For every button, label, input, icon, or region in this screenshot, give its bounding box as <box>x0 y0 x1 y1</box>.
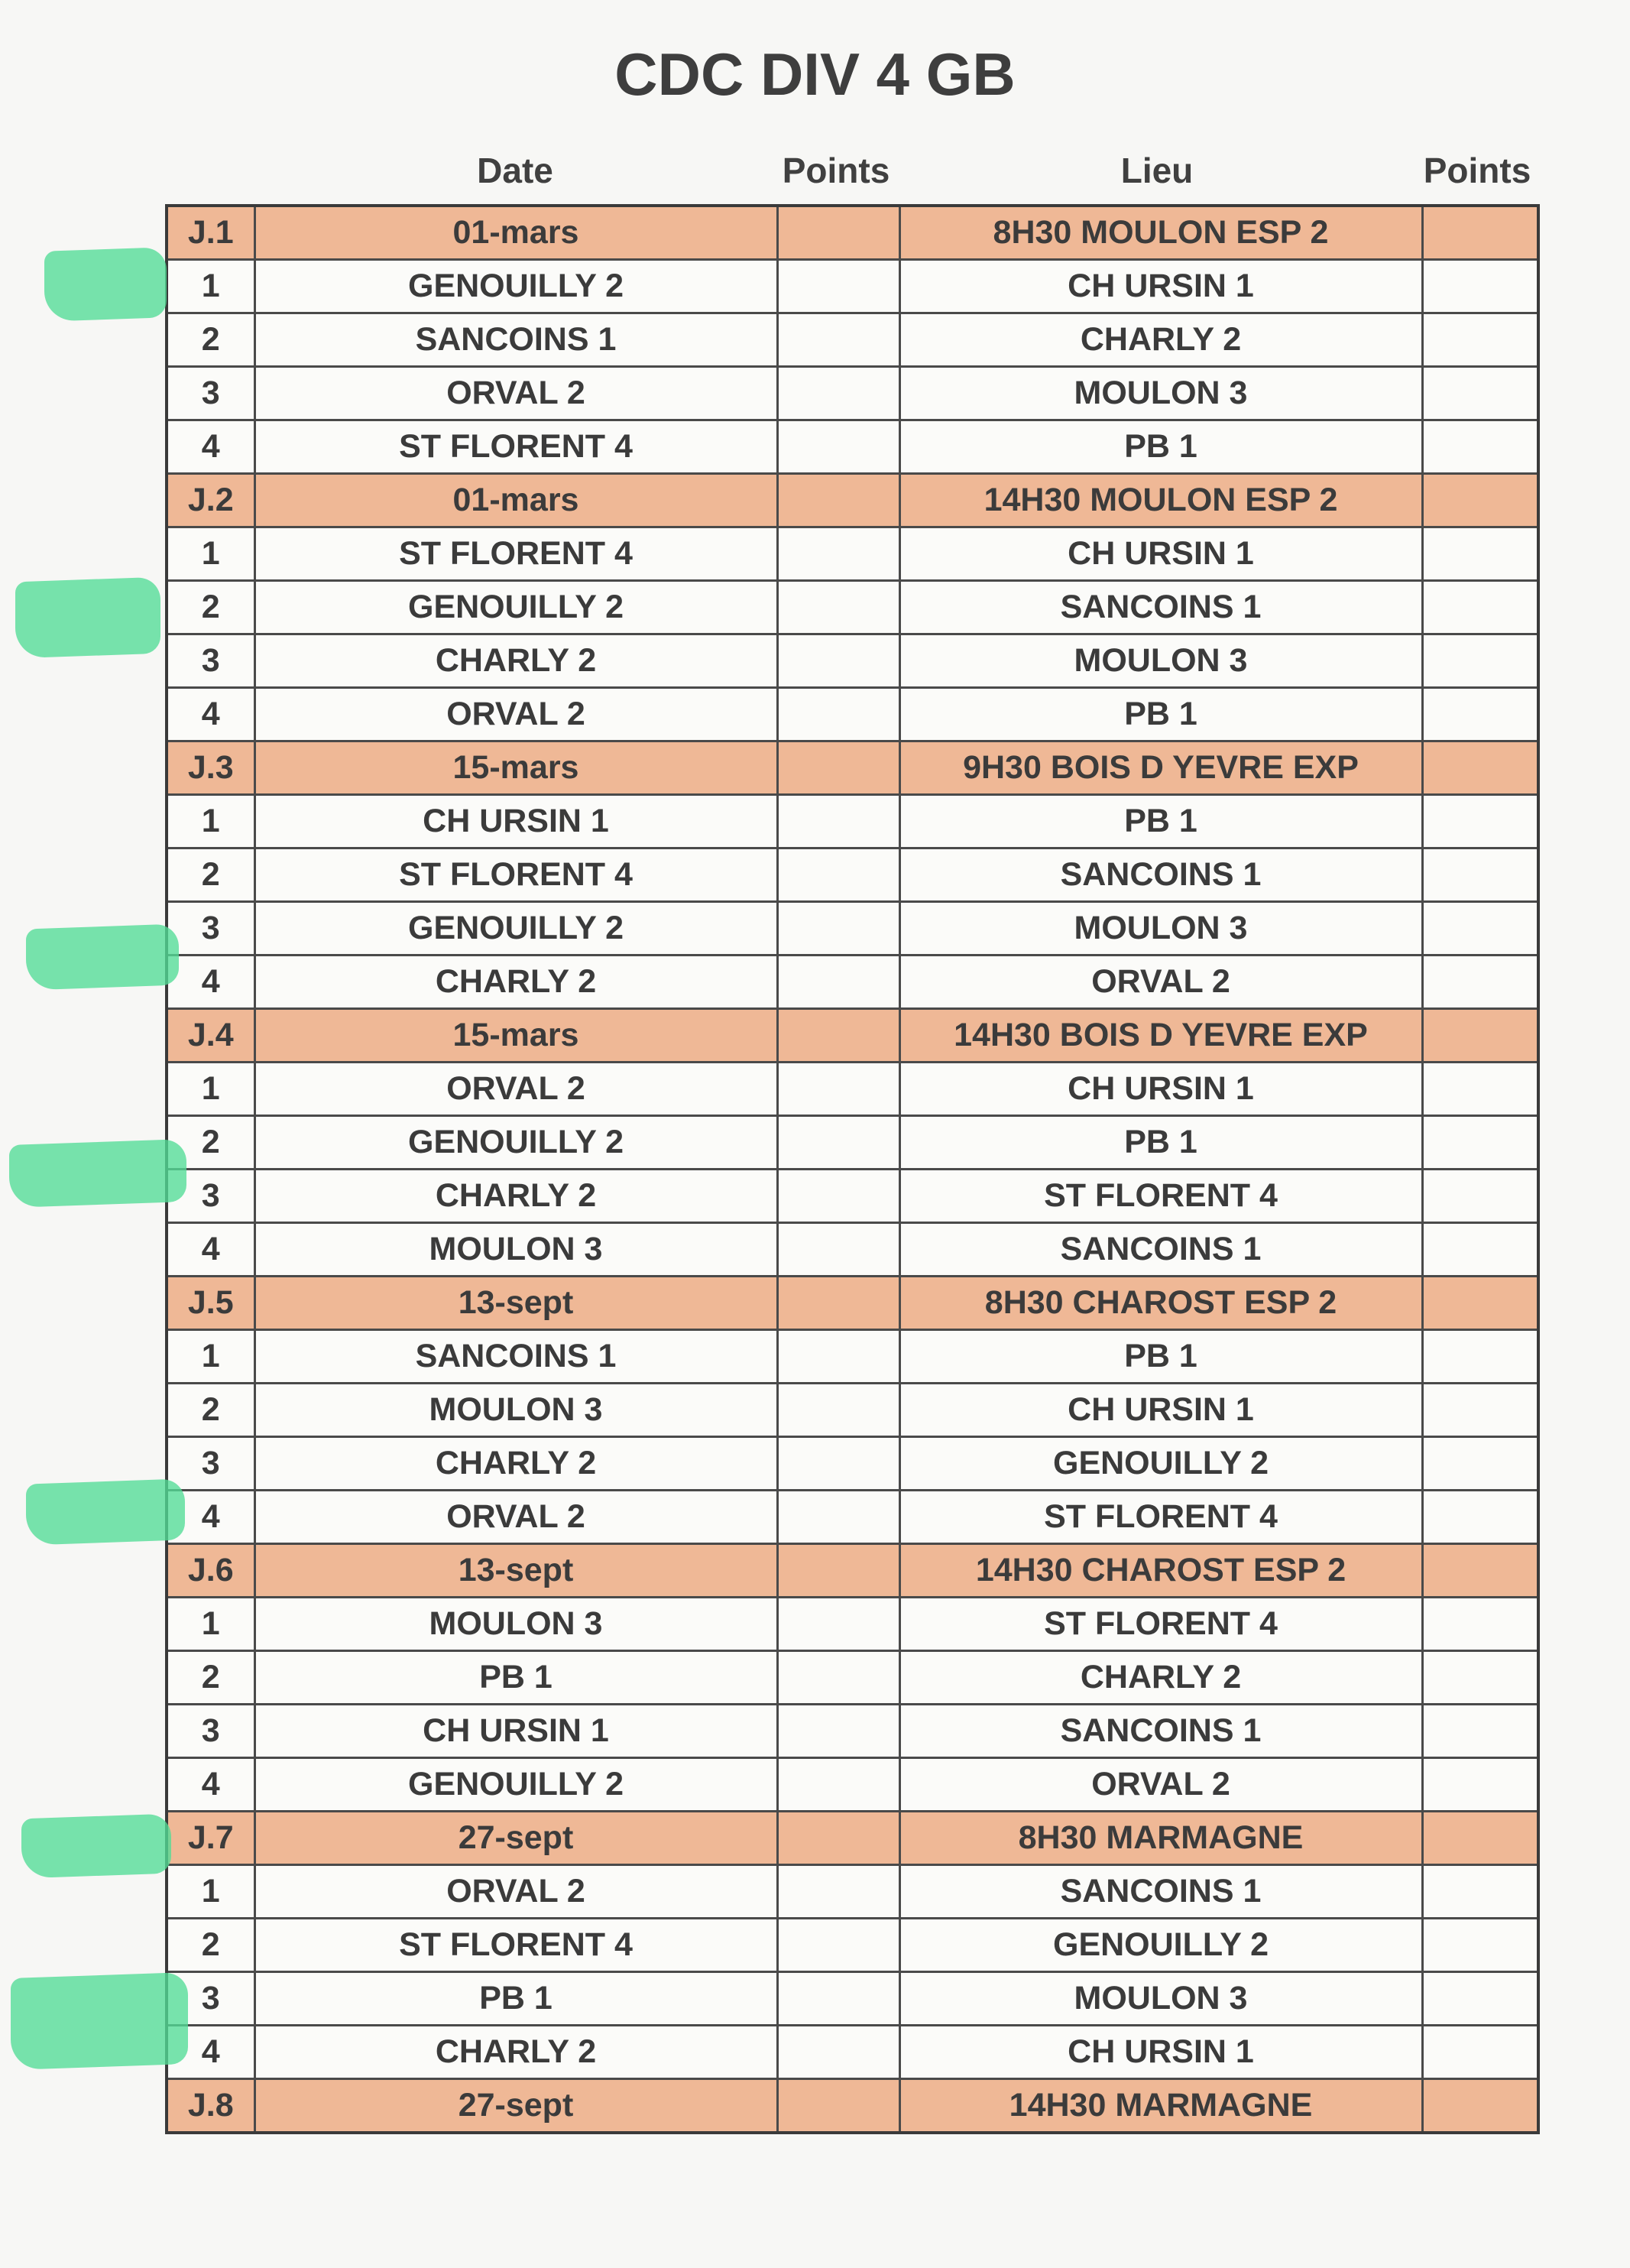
match-number: 4 <box>167 420 254 474</box>
away-points-cell <box>1422 848 1538 902</box>
away-team: CHARLY 2 <box>899 313 1422 367</box>
highlighter-mark <box>15 577 160 659</box>
round-date: 27-sept <box>254 2079 777 2133</box>
home-team: ST FLORENT 4 <box>254 527 777 581</box>
home-points-cell <box>777 1865 899 1919</box>
home-team: CH URSIN 1 <box>254 1705 777 1758</box>
match-row <box>167 848 1538 902</box>
home-team: ORVAL 2 <box>254 367 777 420</box>
match-number: 3 <box>167 1170 254 1223</box>
points-cell <box>777 2079 899 2133</box>
home-points-cell <box>777 1384 899 1437</box>
away-team: CH URSIN 1 <box>899 1063 1422 1116</box>
points-cell <box>1422 1812 1538 1865</box>
home-points-cell <box>777 260 899 313</box>
points-cell <box>1422 1544 1538 1598</box>
away-points-cell <box>1422 260 1538 313</box>
match-number: 3 <box>167 634 254 688</box>
away-team: ST FLORENT 4 <box>899 1170 1422 1223</box>
match-number: 1 <box>167 795 254 848</box>
round-label: J.3 <box>167 741 254 795</box>
home-team: CHARLY 2 <box>254 2026 777 2079</box>
away-points-cell <box>1422 581 1538 634</box>
home-team: CH URSIN 1 <box>254 795 777 848</box>
away-points-cell <box>1422 1223 1538 1277</box>
home-points-cell <box>777 1491 899 1544</box>
highlighter-mark <box>21 1814 171 1879</box>
away-points-cell <box>1422 1063 1538 1116</box>
home-team: SANCOINS 1 <box>254 1330 777 1384</box>
match-row <box>167 1170 1538 1223</box>
home-points-cell <box>777 1758 899 1812</box>
match-row <box>167 581 1538 634</box>
away-team: PB 1 <box>899 1116 1422 1170</box>
match-row <box>167 260 1538 313</box>
away-team: GENOUILLY 2 <box>899 1919 1422 1972</box>
match-row <box>167 1651 1538 1705</box>
round-venue: 9H30 BOIS D YEVRE EXP <box>899 741 1422 795</box>
match-number: 3 <box>167 367 254 420</box>
match-number: 4 <box>167 1491 254 1544</box>
round-header-row <box>167 474 1538 527</box>
away-team: CH URSIN 1 <box>899 1384 1422 1437</box>
home-team: ST FLORENT 4 <box>254 1919 777 1972</box>
round-date: 13-sept <box>254 1544 777 1598</box>
away-points-cell <box>1422 367 1538 420</box>
round-venue: 14H30 MARMAGNE <box>899 2079 1422 2133</box>
home-points-cell <box>777 527 899 581</box>
away-team: ST FLORENT 4 <box>899 1598 1422 1651</box>
round-date: 13-sept <box>254 1277 777 1330</box>
away-points-cell <box>1422 956 1538 1009</box>
home-points-cell <box>777 2026 899 2079</box>
home-team: GENOUILLY 2 <box>254 581 777 634</box>
round-label: J.1 <box>167 206 254 260</box>
round-header-row <box>167 1812 1538 1865</box>
home-team: CHARLY 2 <box>254 634 777 688</box>
match-number: 4 <box>167 956 254 1009</box>
round-date: 01-mars <box>254 206 777 260</box>
match-row <box>167 313 1538 367</box>
highlighter-mark <box>26 1478 185 1545</box>
home-points-cell <box>777 1598 899 1651</box>
match-number: 2 <box>167 1651 254 1705</box>
points-cell <box>777 741 899 795</box>
round-label: J.8 <box>167 2079 254 2133</box>
round-label: J.2 <box>167 474 254 527</box>
away-points-cell <box>1422 902 1538 956</box>
home-points-cell <box>777 1063 899 1116</box>
column-header-lieu: Lieu <box>1120 151 1194 190</box>
points-cell <box>777 1544 899 1598</box>
points-cell <box>777 1009 899 1063</box>
home-team: GENOUILLY 2 <box>254 902 777 956</box>
match-number: 1 <box>167 527 254 581</box>
away-points-cell <box>1422 688 1538 741</box>
away-points-cell <box>1422 1972 1538 2026</box>
round-header-row <box>167 1544 1538 1598</box>
round-label: J.6 <box>167 1544 254 1598</box>
away-points-cell <box>1422 1865 1538 1919</box>
home-team: CHARLY 2 <box>254 1437 777 1491</box>
match-row <box>167 420 1538 474</box>
away-team: MOULON 3 <box>899 367 1422 420</box>
match-number: 3 <box>167 1972 254 2026</box>
away-points-cell <box>1422 795 1538 848</box>
away-points-cell <box>1422 1758 1538 1812</box>
round-date: 15-mars <box>254 741 777 795</box>
away-team: PB 1 <box>899 1330 1422 1384</box>
match-number: 4 <box>167 1758 254 1812</box>
column-header-date: Date <box>477 151 553 190</box>
home-team: ST FLORENT 4 <box>254 420 777 474</box>
match-number: 1 <box>167 1598 254 1651</box>
match-row <box>167 1705 1538 1758</box>
home-points-cell <box>777 956 899 1009</box>
match-row <box>167 1384 1538 1437</box>
away-team: PB 1 <box>899 420 1422 474</box>
points-cell <box>1422 1277 1538 1330</box>
away-team: CH URSIN 1 <box>899 527 1422 581</box>
away-points-cell <box>1422 1705 1538 1758</box>
away-team: SANCOINS 1 <box>899 1865 1422 1919</box>
away-team: SANCOINS 1 <box>899 848 1422 902</box>
column-header-points-right: Points <box>1423 151 1531 190</box>
away-points-cell <box>1422 1384 1538 1437</box>
match-number: 4 <box>167 1223 254 1277</box>
points-cell <box>777 1812 899 1865</box>
home-points-cell <box>777 1705 899 1758</box>
round-header-row <box>167 1277 1538 1330</box>
round-date: 01-mars <box>254 474 777 527</box>
round-label: J.5 <box>167 1277 254 1330</box>
points-cell <box>777 206 899 260</box>
away-team: SANCOINS 1 <box>899 1223 1422 1277</box>
round-header-row <box>167 741 1538 795</box>
home-team: MOULON 3 <box>254 1384 777 1437</box>
points-cell <box>1422 741 1538 795</box>
away-points-cell <box>1422 2026 1538 2079</box>
away-team: ORVAL 2 <box>899 956 1422 1009</box>
away-team: GENOUILLY 2 <box>899 1437 1422 1491</box>
points-cell <box>1422 474 1538 527</box>
away-points-cell <box>1422 313 1538 367</box>
away-points-cell <box>1422 1919 1538 1972</box>
match-row <box>167 956 1538 1009</box>
home-team: MOULON 3 <box>254 1598 777 1651</box>
match-row <box>167 795 1538 848</box>
round-venue: 8H30 MOULON ESP 2 <box>899 206 1422 260</box>
match-number: 2 <box>167 1919 254 1972</box>
match-number: 2 <box>167 848 254 902</box>
match-row <box>167 1063 1538 1116</box>
away-points-cell <box>1422 1437 1538 1491</box>
away-team: ORVAL 2 <box>899 1758 1422 1812</box>
home-team: ORVAL 2 <box>254 1491 777 1544</box>
match-number: 1 <box>167 1330 254 1384</box>
match-row <box>167 1491 1538 1544</box>
away-team: SANCOINS 1 <box>899 1705 1422 1758</box>
match-number: 3 <box>167 1437 254 1491</box>
match-row <box>167 527 1538 581</box>
home-team: CHARLY 2 <box>254 956 777 1009</box>
home-points-cell <box>777 367 899 420</box>
match-number: 2 <box>167 1384 254 1437</box>
match-row <box>167 688 1538 741</box>
match-row <box>167 1758 1538 1812</box>
away-team: SANCOINS 1 <box>899 581 1422 634</box>
match-number: 1 <box>167 1865 254 1919</box>
round-header-row <box>167 1009 1538 1063</box>
schedule-table <box>165 204 1540 2134</box>
highlighter-mark <box>26 924 179 991</box>
match-number: 1 <box>167 1063 254 1116</box>
round-label: J.4 <box>167 1009 254 1063</box>
match-number: 4 <box>167 2026 254 2079</box>
away-points-cell <box>1422 634 1538 688</box>
home-points-cell <box>777 1223 899 1277</box>
match-row <box>167 1865 1538 1919</box>
points-cell <box>777 474 899 527</box>
match-row <box>167 1972 1538 2026</box>
round-label: J.7 <box>167 1812 254 1865</box>
away-team: MOULON 3 <box>899 1972 1422 2026</box>
round-date: 27-sept <box>254 1812 777 1865</box>
column-header-points-left: Points <box>782 151 890 190</box>
home-team: CHARLY 2 <box>254 1170 777 1223</box>
away-team: MOULON 3 <box>899 902 1422 956</box>
home-points-cell <box>777 1116 899 1170</box>
round-date: 15-mars <box>254 1009 777 1063</box>
round-venue: 8H30 CHAROST ESP 2 <box>899 1277 1422 1330</box>
away-team: ST FLORENT 4 <box>899 1491 1422 1544</box>
home-team: PB 1 <box>254 1972 777 2026</box>
home-points-cell <box>777 1972 899 2026</box>
away-team: PB 1 <box>899 795 1422 848</box>
home-team: GENOUILLY 2 <box>254 1116 777 1170</box>
match-row <box>167 367 1538 420</box>
match-row <box>167 1598 1538 1651</box>
home-team: PB 1 <box>254 1651 777 1705</box>
away-points-cell <box>1422 527 1538 581</box>
home-points-cell <box>777 1330 899 1384</box>
match-number: 2 <box>167 1116 254 1170</box>
points-cell <box>1422 1009 1538 1063</box>
away-points-cell <box>1422 1651 1538 1705</box>
highlighter-mark <box>11 1972 188 2070</box>
match-row <box>167 1437 1538 1491</box>
home-points-cell <box>777 1919 899 1972</box>
highlighter-mark <box>9 1139 186 1208</box>
away-points-cell <box>1422 1598 1538 1651</box>
away-team: CHARLY 2 <box>899 1651 1422 1705</box>
home-team: MOULON 3 <box>254 1223 777 1277</box>
match-number: 2 <box>167 581 254 634</box>
match-row <box>167 634 1538 688</box>
home-team: SANCOINS 1 <box>254 313 777 367</box>
home-team: ORVAL 2 <box>254 1865 777 1919</box>
match-row <box>167 1116 1538 1170</box>
home-team: ORVAL 2 <box>254 1063 777 1116</box>
home-team: ST FLORENT 4 <box>254 848 777 902</box>
home-points-cell <box>777 634 899 688</box>
home-team: ORVAL 2 <box>254 688 777 741</box>
home-points-cell <box>777 1170 899 1223</box>
home-points-cell <box>777 1651 899 1705</box>
home-team: GENOUILLY 2 <box>254 260 777 313</box>
away-points-cell <box>1422 1116 1538 1170</box>
round-venue: 14H30 MOULON ESP 2 <box>899 474 1422 527</box>
points-cell <box>1422 206 1538 260</box>
match-row <box>167 1223 1538 1277</box>
round-header-row <box>167 206 1538 260</box>
away-points-cell <box>1422 1170 1538 1223</box>
home-points-cell <box>777 688 899 741</box>
away-points-cell <box>1422 420 1538 474</box>
match-number: 4 <box>167 688 254 741</box>
match-row <box>167 902 1538 956</box>
round-header-row <box>167 2079 1538 2133</box>
points-cell <box>777 1277 899 1330</box>
match-row <box>167 1919 1538 1972</box>
away-points-cell <box>1422 1330 1538 1384</box>
round-venue: 14H30 BOIS D YEVRE EXP <box>899 1009 1422 1063</box>
page-title: CDC DIV 4 GB <box>614 41 1016 108</box>
home-points-cell <box>777 420 899 474</box>
home-points-cell <box>777 581 899 634</box>
home-points-cell <box>777 848 899 902</box>
home-points-cell <box>777 1437 899 1491</box>
away-team: CH URSIN 1 <box>899 260 1422 313</box>
points-cell <box>1422 2079 1538 2133</box>
away-team: CH URSIN 1 <box>899 2026 1422 2079</box>
match-number: 1 <box>167 260 254 313</box>
match-number: 3 <box>167 1705 254 1758</box>
match-number: 3 <box>167 902 254 956</box>
round-venue: 14H30 CHAROST ESP 2 <box>899 1544 1422 1598</box>
round-venue: 8H30 MARMAGNE <box>899 1812 1422 1865</box>
home-points-cell <box>777 313 899 367</box>
home-team: GENOUILLY 2 <box>254 1758 777 1812</box>
match-number: 2 <box>167 313 254 367</box>
match-row <box>167 2026 1538 2079</box>
home-points-cell <box>777 795 899 848</box>
home-points-cell <box>777 902 899 956</box>
highlighter-mark <box>44 247 167 322</box>
away-team: PB 1 <box>899 688 1422 741</box>
match-row <box>167 1330 1538 1384</box>
away-points-cell <box>1422 1491 1538 1544</box>
away-team: MOULON 3 <box>899 634 1422 688</box>
